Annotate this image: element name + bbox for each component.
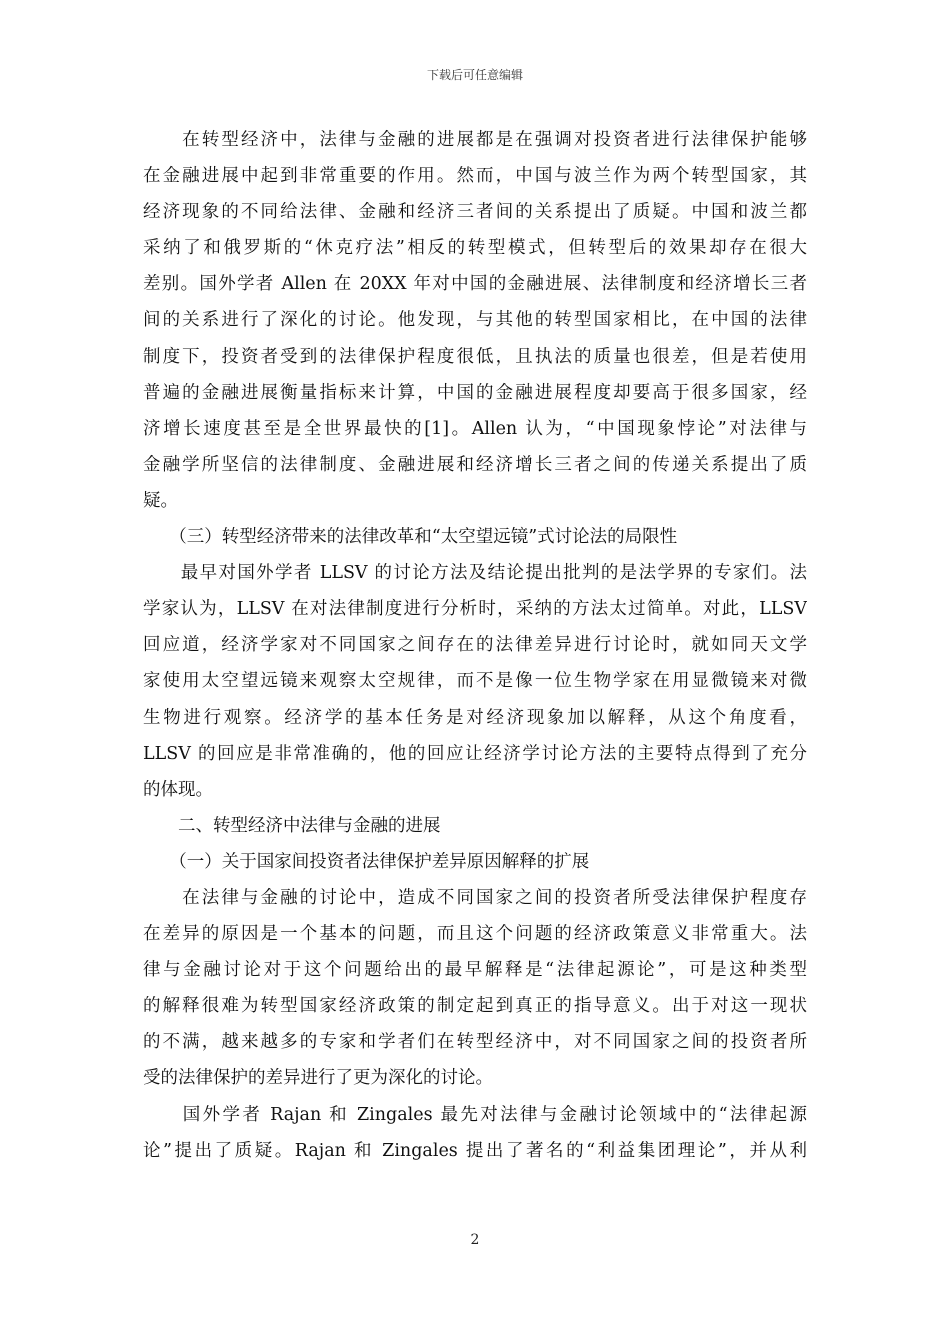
text-line: 回应道，经济学家对不同国家之间存在的法律差异进行讨论时，就如同天文学: [143, 635, 807, 656]
text-line: 受的法律保护的差异进行了更为深化的讨论。: [143, 1068, 493, 1089]
text-line: 家使用太空望远镜来观察太空规律，而不是像一位生物学家在用显微镜来对微: [143, 671, 807, 692]
text-line: （三）转型经济带来的法律改革和“太空望远镜”式讨论法的局限性: [143, 527, 678, 548]
text-line: 普遍的金融进展衡量指标来计算，中国的金融进展程度却要高于很多国家，经: [143, 382, 807, 403]
text-line: 差别。国外学者 Allen 在 20XX 年对中国的金融进展、法律制度和经济增长三者: [143, 274, 807, 295]
text-line: 济增长速度甚至是全世界最快的[1]。Allen 认为，“中国现象悖论”对法律与: [143, 418, 807, 439]
text-line: 在转型经济中，法律与金融的进展都是在强调对投资者进行法律保护能够: [143, 130, 807, 150]
text-line: 论”提出了质疑。Rajan 和 Zingales 提出了著名的“利益集团理论”，并从利: [143, 1140, 807, 1161]
body-text: [143, 122, 807, 1169]
text-line: 金融学所坚信的法律制度、金融进展和经济增长三者之间的传递关系提出了质: [143, 454, 807, 475]
text-line: 的解释很难为转型国家经济政策的制定起到真正的指导意义。出于对这一现状: [143, 996, 807, 1017]
text-line: 律与金融讨论对于这个问题给出的最早解释是“法律起源论”，可是这种类型: [143, 960, 807, 981]
text-line: （一）关于国家间投资者法律保护差异原因解释的扩展: [143, 851, 590, 872]
page-number: 2: [470, 1232, 480, 1248]
text-line: 生物进行观察。经济学的基本任务是对经济现象加以解释，从这个角度看，: [143, 707, 807, 728]
text-line: 间的关系进行了深化的讨论。他发现，与其他的转型国家相比，在中国的法律: [143, 310, 807, 331]
text-line: 经济现象的不同给法律、金融和经济三者间的关系提出了质疑。中国和波兰都: [143, 202, 807, 223]
text-line: 的不满，越来越多的专家和学者们在转型经济中，对不同国家之间的投资者所: [143, 1032, 807, 1053]
text-line: 制度下，投资者受到的法律保护程度很低，且执法的质量也很差，但是若使用: [143, 346, 807, 367]
page-header: 下载后可任意编辑: [426, 68, 523, 82]
text-line: 二、转型经济中法律与金融的进展: [143, 815, 441, 836]
text-line: 在金融进展中起到非常重要的作用。然而，中国与波兰作为两个转型国家，其: [143, 166, 807, 187]
text-line: 采纳了和俄罗斯的“休克疗法”相反的转型模式，但转型后的效果却存在很大: [143, 238, 807, 259]
text-line: 在法律与金融的讨论中，造成不同国家之间的投资者所受法律保护程度存: [143, 887, 807, 908]
text-line: 在差异的原因是一个基本的问题，而且这个问题的经济政策意义非常重大。法: [143, 924, 807, 945]
text-line: 疑。: [143, 490, 178, 511]
text-line: 学家认为，LLSV 在对法律制度进行分析时，采纳的方法太过简单。对此，LLSV: [143, 599, 807, 620]
text-line: 最早对国外学者 LLSV 的讨论方法及结论提出批判的是法学界的专家们。法: [143, 563, 807, 584]
text-line: 的体现。: [143, 779, 213, 800]
text-line: LLSV 的回应是非常准确的，他的回应让经济学讨论方法的主要特点得到了充分: [143, 743, 807, 764]
text-line: 国外学者 Rajan 和 Zingales 最先对法律与金融讨论领域中的“法律起源: [143, 1104, 807, 1125]
